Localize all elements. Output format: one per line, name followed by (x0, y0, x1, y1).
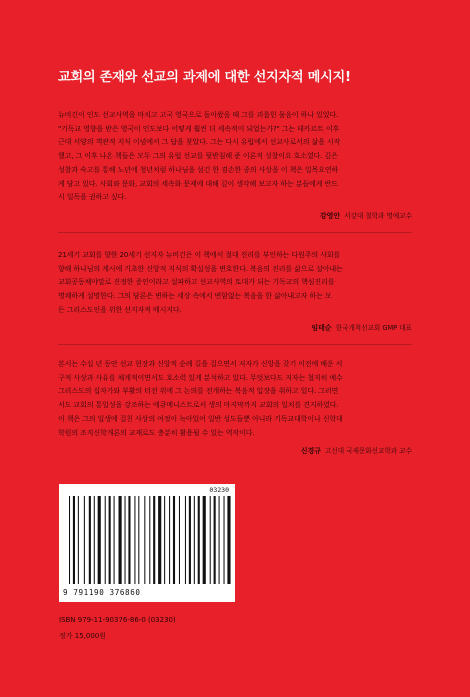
barcode-bar (158, 496, 161, 584)
endorser-title: 서강대 철학과 명예교수 (344, 212, 412, 220)
endorser-title: 고신대 국제문화선교학과 교수 (325, 447, 412, 455)
barcode-bar (69, 496, 70, 584)
barcode-bar (224, 496, 225, 584)
barcode-bar (144, 496, 145, 584)
line: "기독교 영향을 받은 영국이 인도보다 어떻게 훨씬 더 세속적이 되었는가?" 그는 데카르트 이후 (58, 123, 340, 133)
isbn-text: ISBN 979-11-90376-86-0 (03230) (59, 616, 176, 624)
line: 그리스도의 십자가와 부활의 터전 위에 그 논의를 전개하는 복음적 입장을 취하고 있다. 그러면 (58, 386, 339, 396)
endorsement-3-signature (301, 445, 412, 456)
barcode-bar (153, 496, 155, 584)
barcode-bar (227, 496, 230, 584)
barcode-bar (185, 496, 186, 584)
line: 향해 하나님의 계시에 기초한 신앙적 지식의 확실성을 변호한다. 복음의 진리를 삶으로 살아내는 (58, 263, 343, 273)
price-text: 정가 15,000원 (59, 632, 107, 640)
endorsement-1-text (58, 108, 412, 204)
barcode-bar (149, 496, 150, 584)
line: 명쾌하게 설명한다. 그의 담론은 변하는 세상 속에서 변함없는 복음을 한 삶아내고자 하는 모 (58, 291, 332, 301)
barcode-bar (114, 496, 115, 584)
endorser-name: 신경규 (300, 447, 321, 455)
barcode-bar (128, 496, 130, 584)
barcode-bar (198, 496, 200, 584)
barcode-bar (179, 496, 180, 584)
line: 뉴비긴이 인도 선교사역을 마치고 고국 영국으로 돌아왔을 때 그를 괴롭힌 물음이 하나 있었다. (58, 110, 339, 119)
line: 시 일독을 권하고 싶다. (58, 192, 127, 202)
line: 했고, 그 이후 나온 책들은 모두 그의 유럽 선교를 뒷받침해 준 이론적 성찰이요 호소였다. 깊은 (58, 151, 338, 161)
barcode-bar (189, 496, 191, 584)
barcode-bars (59, 484, 235, 588)
endorser-name: 임태순 (311, 324, 332, 332)
line: 게 담고 있다. 사회와 문화, 교회의 세속화 문제에 대해 깊이 생각해 보고자 하는 분들에게 반드 (58, 178, 338, 188)
barcode-bar (105, 496, 106, 584)
line: 서도 교회의 통일성을 강조하는 에큐메니스트로서 생의 마지막까지 교회의 일치를 견지하였다. (58, 400, 339, 410)
endorsement-2-signature (311, 322, 412, 333)
barcode-bar (134, 496, 135, 584)
barcode-bar (125, 496, 126, 584)
line: 이 책은 그의 일생에 걸친 사상의 여정이 녹아있어 일반 성도들뿐 아니라 기독교대학이나 신학대 (58, 413, 343, 423)
endorsement-3-text (58, 357, 412, 439)
barcode-bar (84, 496, 85, 584)
line: 든 그리스도인을 위한 선지자적 메시지다. (58, 304, 182, 314)
endorser-name: 강영안 (319, 212, 341, 220)
line: 근대 서양의 객관적 지식 이념에서 그 답을 찾았다. 그는 다시 유럽에서 선교사로서의 삶을 시작 (58, 137, 341, 147)
endorsement-2-text (58, 248, 412, 317)
line: 교회공동체야말로 진정한 증인이라고 설파하고 선교사역의 토대가 되는 기독교의 핵심진리를 (58, 277, 335, 287)
line: 성찰과 숙고를 통해 노년에 청년처럼 하나님을 섬긴 한 겸손한 종의 사상을 이 책은 일목요연하 (58, 164, 339, 174)
barcode-bar (169, 496, 170, 584)
line: 21세기 교회를 향한 20세기 선지자 뉴비긴은 이 책에서 절대 진리를 부인하는 다원주의 사회를 (58, 250, 341, 259)
barcode-bar (109, 496, 111, 584)
barcode-bar (194, 496, 195, 584)
barcode-bar (98, 496, 101, 584)
line: 구적 사상과 사유를 체계적이면서도 호소력 있게 분석하고 있다. 무엇보다도 저자는 철저히 예수 (58, 372, 343, 382)
barcode-bar (119, 496, 122, 584)
barcode-price-code: 03230 (209, 486, 229, 494)
barcode-bar (219, 496, 220, 584)
divider (58, 344, 412, 345)
barcode-bar (210, 496, 211, 584)
isbn-barcode (59, 484, 235, 602)
cover-headline: 교회의 존재와 선교의 과제에 대한 선지자적 메시지! (58, 70, 351, 85)
barcode-bar (214, 496, 216, 584)
barcode-bar (73, 496, 75, 584)
barcode-bar (173, 496, 175, 584)
line: 본서는 수십 년 동안 선교 현장과 신앙적 순례 길을 걸으면서 저자가 신앙을 갖기 이전에 배운 서 (58, 359, 343, 368)
barcode-bar (203, 496, 206, 584)
barcode-bar (78, 496, 79, 584)
divider (58, 232, 412, 233)
barcode-bar (164, 496, 165, 584)
endorsement-1-signature (320, 210, 412, 221)
barcode-digits: 9 791190 376860 (63, 588, 141, 597)
barcode-bar (89, 496, 91, 584)
endorser-title: 한국개척선교회 GMP 대표 (335, 324, 412, 332)
barcode-bar (138, 496, 139, 584)
line: 학원의 조직신학개론의 교재로도 충분히 활용될 수 있는 역작이다. (58, 427, 255, 437)
barcode-bar (94, 496, 95, 584)
